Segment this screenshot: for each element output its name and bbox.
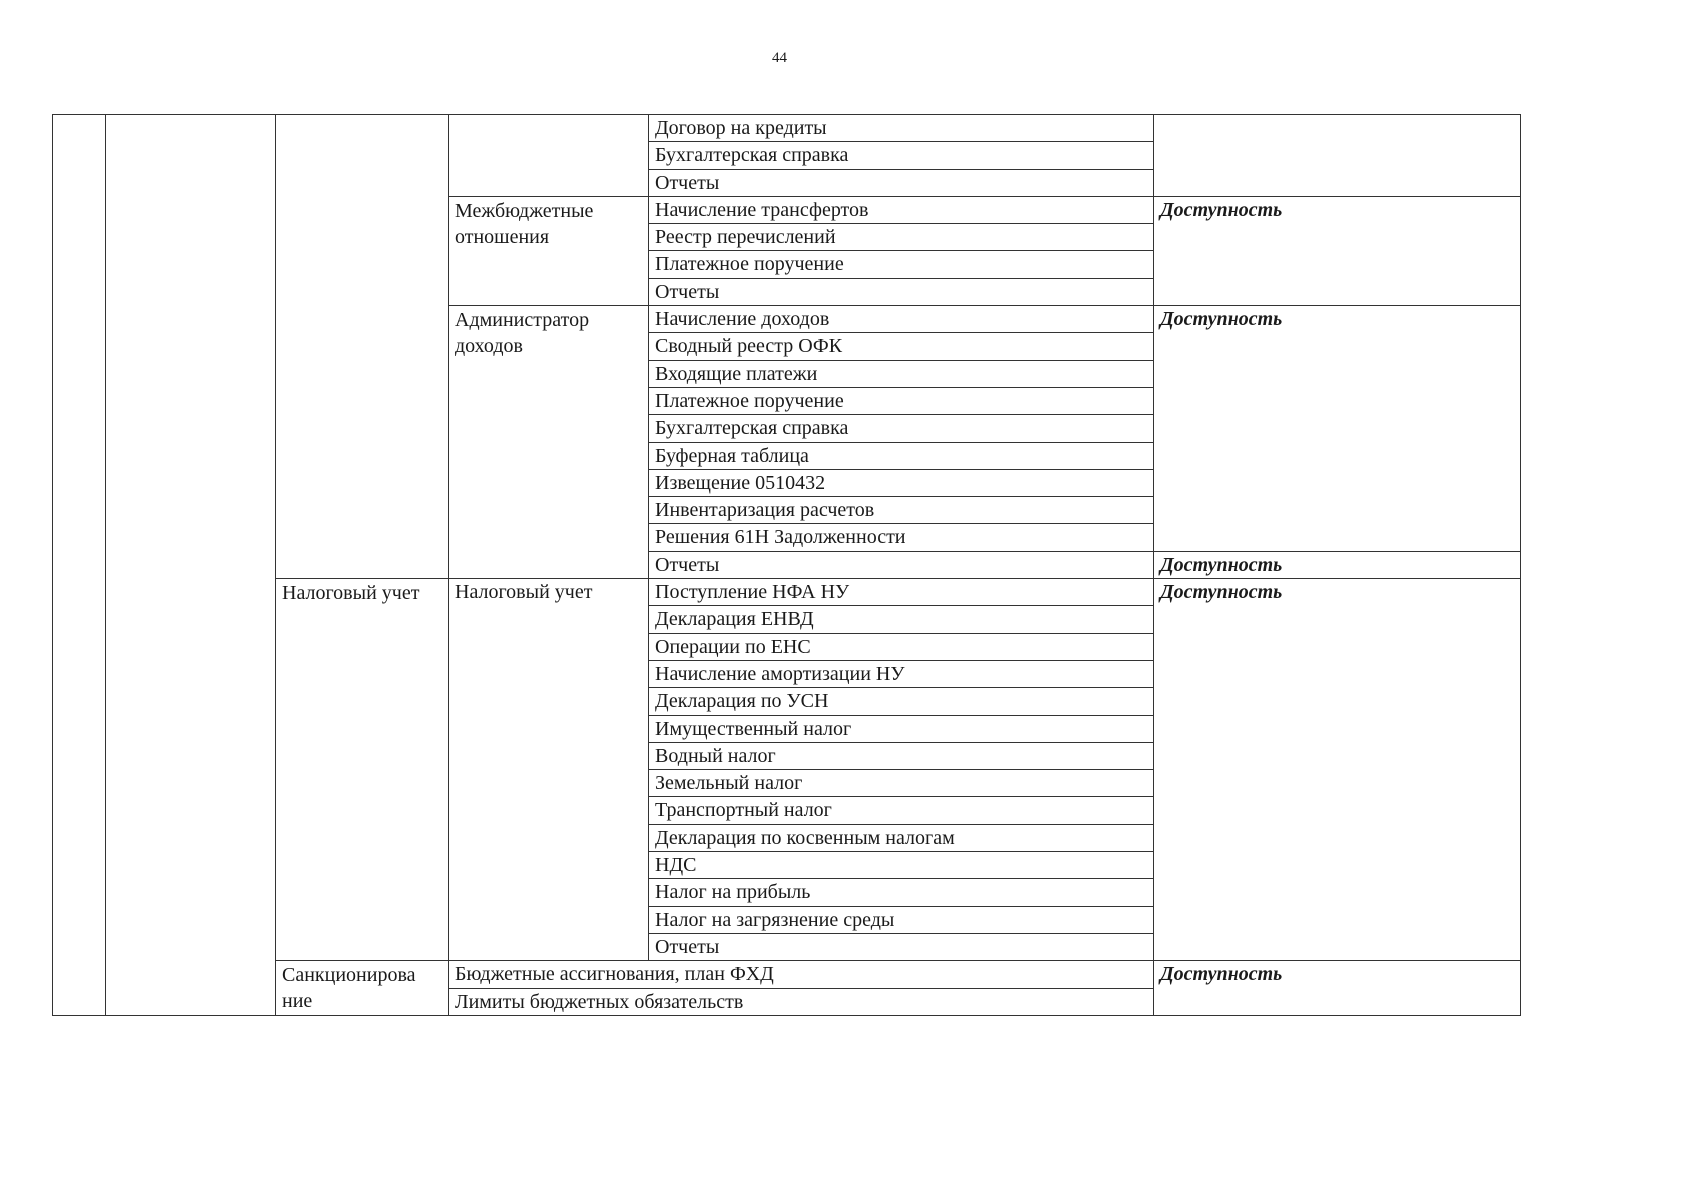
document-cell: Договор на кредиты <box>649 115 1154 142</box>
document-cell: Решения 61Н Задолженности <box>649 524 1154 551</box>
document-cell: Бухгалтерская справка <box>649 142 1154 169</box>
document-cell: Имущественный налог <box>649 715 1154 742</box>
document-cell: Лимиты бюджетных обязательств <box>449 988 1154 1015</box>
document-cell: Отчеты <box>649 933 1154 960</box>
access-cell: Доступность <box>1154 579 1521 961</box>
section-cell: Налоговый учет <box>449 579 649 961</box>
document-cell: Отчеты <box>649 169 1154 196</box>
section-cell: Администратор доходов <box>449 306 649 579</box>
access-table <box>52 114 1521 1016</box>
group-cell: Налоговый учет <box>276 579 449 961</box>
group-cell: Санкционирова ние <box>276 961 449 1016</box>
table-row <box>53 115 1521 142</box>
document-cell: Земельный налог <box>649 770 1154 797</box>
document-cell: НДС <box>649 852 1154 879</box>
document-cell: Буферная таблица <box>649 442 1154 469</box>
document-cell: Отчеты <box>649 278 1154 305</box>
document-cell: Начисление доходов <box>649 306 1154 333</box>
empty-cell <box>449 115 649 197</box>
access-cell: Доступность <box>1154 961 1521 1016</box>
document-cell: Операции по ЕНС <box>649 633 1154 660</box>
access-cell: Доступность <box>1154 196 1521 305</box>
document-cell: Сводный реестр ОФК <box>649 333 1154 360</box>
document-cell: Декларация по УСН <box>649 688 1154 715</box>
document-cell: Платежное поручение <box>649 251 1154 278</box>
section-cell: Межбюджетные отношения <box>449 196 649 305</box>
document-cell: Поступление НФА НУ <box>649 579 1154 606</box>
access-cell: Доступность <box>1154 306 1521 552</box>
document-cell: Реестр перечислений <box>649 224 1154 251</box>
empty-cell <box>276 115 449 579</box>
document-cell: Налог на загрязнение среды <box>649 906 1154 933</box>
document-cell: Начисление трансфертов <box>649 196 1154 223</box>
document-cell: Инвентаризация расчетов <box>649 497 1154 524</box>
access-cell: Доступность <box>1154 551 1521 578</box>
document-cell: Входящие платежи <box>649 360 1154 387</box>
document-cell: Извещение 0510432 <box>649 469 1154 496</box>
document-cell: Декларация ЕНВД <box>649 606 1154 633</box>
document-cell: Декларация по косвенным налогам <box>649 824 1154 851</box>
document-cell: Водный налог <box>649 742 1154 769</box>
document-cell: Бухгалтерская справка <box>649 415 1154 442</box>
document-cell: Платежное поручение <box>649 387 1154 414</box>
document-cell: Отчеты <box>649 551 1154 578</box>
page-number: 44 <box>772 50 787 66</box>
empty-cell <box>53 115 106 1016</box>
document-cell: Бюджетные ассигнования, план ФХД <box>449 961 1154 988</box>
document-cell: Транспортный налог <box>649 797 1154 824</box>
document-cell: Налог на прибыль <box>649 879 1154 906</box>
empty-cell <box>106 115 276 1016</box>
empty-cell <box>1154 115 1521 197</box>
document-cell: Начисление амортизации НУ <box>649 660 1154 687</box>
